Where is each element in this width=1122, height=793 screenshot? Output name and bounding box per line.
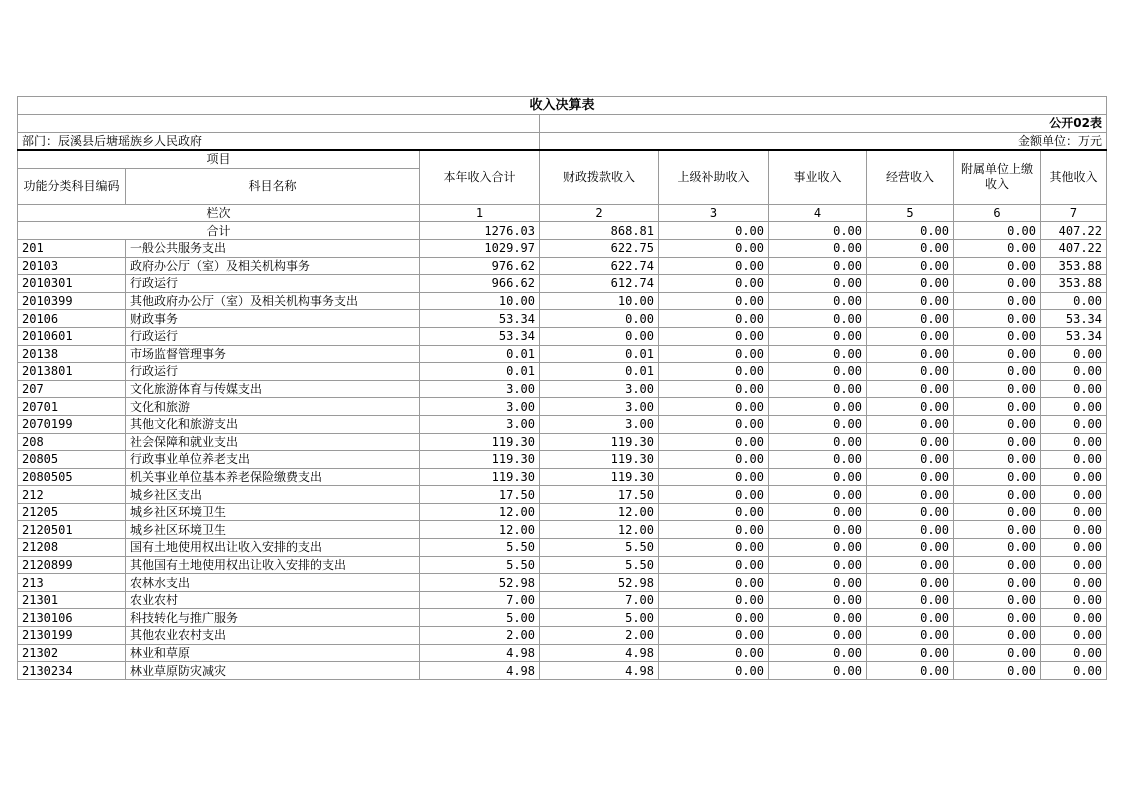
table-row <box>18 292 1107 310</box>
amount-cell: 5.50 <box>420 556 540 574</box>
total-value: 0.00 <box>769 222 867 240</box>
amount-cell: 0.00 <box>867 345 954 363</box>
subject-code: 212 <box>18 486 126 504</box>
amount-cell: 0.00 <box>954 556 1041 574</box>
amount-cell: 4.98 <box>540 644 659 662</box>
amount-cell: 0.00 <box>659 539 769 557</box>
amount-cell: 0.00 <box>1041 644 1107 662</box>
amount-cell: 0.00 <box>954 327 1041 345</box>
amount-cell: 0.00 <box>1041 591 1107 609</box>
amount-cell: 0.00 <box>659 609 769 627</box>
amount-cell: 0.00 <box>769 644 867 662</box>
income-statement-table <box>17 96 1107 680</box>
subject-code: 2130234 <box>18 662 126 680</box>
amount-cell: 119.30 <box>420 468 540 486</box>
amount-cell: 0.00 <box>1041 574 1107 592</box>
table-row <box>18 468 1107 486</box>
amount-cell: 0.00 <box>769 627 867 645</box>
amount-cell: 0.00 <box>1041 521 1107 539</box>
amount-cell: 0.00 <box>954 468 1041 486</box>
amount-cell: 0.00 <box>659 239 769 257</box>
amount-cell: 0.00 <box>954 239 1041 257</box>
amount-cell: 0.00 <box>659 591 769 609</box>
amount-cell: 0.00 <box>954 451 1041 469</box>
table-row <box>18 239 1107 257</box>
amount-cell: 10.00 <box>540 292 659 310</box>
amount-cell: 0.00 <box>954 539 1041 557</box>
amount-cell: 3.00 <box>540 380 659 398</box>
amount-cell: 0.00 <box>867 380 954 398</box>
table-row <box>18 644 1107 662</box>
amount-cell: 0.00 <box>659 556 769 574</box>
amount-cell: 0.00 <box>769 451 867 469</box>
amount-cell: 0.00 <box>1041 556 1107 574</box>
amount-cell: 0.00 <box>659 398 769 416</box>
table-row <box>18 591 1107 609</box>
amount-cell: 407.22 <box>1041 239 1107 257</box>
subject-name: 行政事业单位养老支出 <box>126 451 420 469</box>
amount-cell: 353.88 <box>1041 275 1107 293</box>
item-header: 项目 <box>18 150 420 168</box>
subject-code: 21205 <box>18 503 126 521</box>
amount-cell: 0.00 <box>867 644 954 662</box>
amount-cell: 3.00 <box>540 398 659 416</box>
amount-cell: 353.88 <box>1041 257 1107 275</box>
amount-cell: 0.00 <box>659 521 769 539</box>
total-value: 0.00 <box>954 222 1041 240</box>
table-row <box>18 363 1107 381</box>
amount-cell: 0.00 <box>1041 345 1107 363</box>
amount-cell: 0.00 <box>769 257 867 275</box>
amount-cell: 0.00 <box>659 468 769 486</box>
column-index: 3 <box>659 204 769 222</box>
amount-cell: 0.00 <box>867 398 954 416</box>
amount-cell: 0.00 <box>1041 433 1107 451</box>
amount-cell: 0.00 <box>659 363 769 381</box>
amount-cell: 0.00 <box>769 539 867 557</box>
subject-code: 20103 <box>18 257 126 275</box>
subject-name: 行政运行 <box>126 363 420 381</box>
table-row <box>18 380 1107 398</box>
amount-cell: 0.00 <box>954 503 1041 521</box>
amount-cell: 0.00 <box>1041 539 1107 557</box>
total-value: 0.00 <box>659 222 769 240</box>
table-row <box>18 662 1107 680</box>
subject-name: 农业农村 <box>126 591 420 609</box>
amount-cell: 0.00 <box>659 433 769 451</box>
amount-cell: 0.00 <box>659 292 769 310</box>
other-income-header: 其他收入 <box>1041 150 1107 204</box>
amount-cell: 53.34 <box>420 327 540 345</box>
amount-cell: 2.00 <box>540 627 659 645</box>
amount-cell: 4.98 <box>420 662 540 680</box>
table-row <box>18 345 1107 363</box>
amount-cell: 10.00 <box>420 292 540 310</box>
subject-name: 市场监督管理事务 <box>126 345 420 363</box>
amount-cell: 5.00 <box>420 609 540 627</box>
amount-cell: 0.00 <box>954 609 1041 627</box>
amount-cell: 53.34 <box>420 310 540 328</box>
table-row <box>18 415 1107 433</box>
amount-cell: 0.00 <box>954 398 1041 416</box>
subject-code: 201 <box>18 239 126 257</box>
amount-cell: 0.00 <box>769 398 867 416</box>
amount-cell: 119.30 <box>420 451 540 469</box>
amount-cell: 0.00 <box>769 556 867 574</box>
amount-cell: 0.00 <box>867 468 954 486</box>
amount-cell: 0.00 <box>769 662 867 680</box>
table-row <box>18 451 1107 469</box>
amount-cell: 0.00 <box>769 327 867 345</box>
amount-cell: 0.00 <box>867 451 954 469</box>
amount-cell: 0.00 <box>867 574 954 592</box>
amount-cell: 17.50 <box>540 486 659 504</box>
amount-cell: 976.62 <box>420 257 540 275</box>
amount-cell: 0.00 <box>769 503 867 521</box>
amount-cell: 0.00 <box>867 239 954 257</box>
amount-cell: 0.00 <box>659 486 769 504</box>
total-value: 407.22 <box>1041 222 1107 240</box>
amount-cell: 12.00 <box>420 521 540 539</box>
amount-cell: 0.00 <box>867 609 954 627</box>
amount-cell: 612.74 <box>540 275 659 293</box>
amount-cell: 0.00 <box>769 363 867 381</box>
subject-name: 一般公共服务支出 <box>126 239 420 257</box>
table-row <box>18 627 1107 645</box>
amount-cell: 0.00 <box>769 415 867 433</box>
amount-cell: 0.00 <box>659 644 769 662</box>
amount-cell: 0.00 <box>769 609 867 627</box>
amount-cell: 0.00 <box>954 521 1041 539</box>
amount-cell: 119.30 <box>420 433 540 451</box>
amount-cell: 4.98 <box>540 662 659 680</box>
subject-code: 2120501 <box>18 521 126 539</box>
amount-cell: 0.00 <box>769 468 867 486</box>
column-index: 7 <box>1041 204 1107 222</box>
amount-cell: 0.00 <box>954 257 1041 275</box>
subject-name: 文化和旅游 <box>126 398 420 416</box>
amount-cell: 53.34 <box>1041 327 1107 345</box>
column-index: 1 <box>420 204 540 222</box>
subject-code: 213 <box>18 574 126 592</box>
amount-cell: 0.00 <box>954 591 1041 609</box>
amount-cell: 4.98 <box>420 644 540 662</box>
amount-cell: 0.00 <box>954 292 1041 310</box>
total-value: 0.00 <box>867 222 954 240</box>
table-row <box>18 521 1107 539</box>
amount-cell: 0.00 <box>954 310 1041 328</box>
amount-cell: 12.00 <box>540 521 659 539</box>
amount-cell: 0.00 <box>867 627 954 645</box>
column-index: 2 <box>540 204 659 222</box>
amount-cell: 5.50 <box>540 556 659 574</box>
amount-cell: 5.00 <box>540 609 659 627</box>
table-row <box>18 539 1107 557</box>
amount-cell: 0.00 <box>540 327 659 345</box>
unit-label: 金额单位：万元 <box>540 132 1107 150</box>
amount-cell: 0.00 <box>954 433 1041 451</box>
table-row <box>18 433 1107 451</box>
amount-cell: 0.00 <box>867 275 954 293</box>
amount-cell: 0.01 <box>540 363 659 381</box>
subject-name: 林业草原防灾减灾 <box>126 662 420 680</box>
subject-code: 208 <box>18 433 126 451</box>
column-index: 4 <box>769 204 867 222</box>
subject-name: 社会保障和就业支出 <box>126 433 420 451</box>
amount-cell: 0.00 <box>1041 486 1107 504</box>
amount-cell: 5.50 <box>420 539 540 557</box>
total-income-header: 本年收入合计 <box>420 150 540 204</box>
amount-cell: 0.00 <box>769 486 867 504</box>
amount-cell: 0.00 <box>659 275 769 293</box>
blank-cell <box>18 115 540 133</box>
amount-cell: 0.00 <box>1041 609 1107 627</box>
amount-cell: 0.00 <box>769 380 867 398</box>
amount-cell: 0.00 <box>867 662 954 680</box>
subject-code: 20138 <box>18 345 126 363</box>
amount-cell: 0.00 <box>954 363 1041 381</box>
subject-code: 207 <box>18 380 126 398</box>
amount-cell: 0.00 <box>769 310 867 328</box>
amount-cell: 0.00 <box>867 363 954 381</box>
amount-cell: 3.00 <box>420 398 540 416</box>
amount-cell: 0.00 <box>867 539 954 557</box>
subject-name: 其他农业农村支出 <box>126 627 420 645</box>
business-income-header: 事业收入 <box>769 150 867 204</box>
subject-name: 林业和草原 <box>126 644 420 662</box>
code-header: 功能分类科目编码 <box>18 168 126 204</box>
subject-code: 2010399 <box>18 292 126 310</box>
subject-name: 其他政府办公厅（室）及相关机构事务支出 <box>126 292 420 310</box>
subject-code: 20805 <box>18 451 126 469</box>
amount-cell: 0.00 <box>659 627 769 645</box>
amount-cell: 0.00 <box>1041 627 1107 645</box>
name-header: 科目名称 <box>126 168 420 204</box>
amount-cell: 0.00 <box>867 591 954 609</box>
fiscal-income-header: 财政拨款收入 <box>540 150 659 204</box>
amount-cell: 0.00 <box>1041 468 1107 486</box>
amount-cell: 3.00 <box>420 380 540 398</box>
amount-cell: 0.00 <box>867 486 954 504</box>
amount-cell: 0.01 <box>420 363 540 381</box>
subject-code: 2080505 <box>18 468 126 486</box>
amount-cell: 0.00 <box>659 327 769 345</box>
amount-cell: 0.00 <box>1041 415 1107 433</box>
subject-name: 科技转化与推广服务 <box>126 609 420 627</box>
amount-cell: 0.00 <box>769 591 867 609</box>
subject-name: 行政运行 <box>126 275 420 293</box>
table-row <box>18 574 1107 592</box>
amount-cell: 0.00 <box>1041 503 1107 521</box>
amount-cell: 966.62 <box>420 275 540 293</box>
affiliate-income-header: 附属单位上缴收入 <box>954 150 1041 204</box>
table-row <box>18 310 1107 328</box>
amount-cell: 0.00 <box>769 292 867 310</box>
total-value: 868.81 <box>540 222 659 240</box>
amount-cell: 0.00 <box>769 521 867 539</box>
subject-code: 2130106 <box>18 609 126 627</box>
amount-cell: 622.75 <box>540 239 659 257</box>
amount-cell: 0.00 <box>867 415 954 433</box>
table-row <box>18 609 1107 627</box>
amount-cell: 0.00 <box>769 574 867 592</box>
subject-code: 20701 <box>18 398 126 416</box>
subject-name: 城乡社区环境卫生 <box>126 521 420 539</box>
amount-cell: 0.00 <box>867 503 954 521</box>
subject-name: 行政运行 <box>126 327 420 345</box>
amount-cell: 17.50 <box>420 486 540 504</box>
subject-code: 2010601 <box>18 327 126 345</box>
amount-cell: 0.00 <box>659 345 769 363</box>
amount-cell: 7.00 <box>420 591 540 609</box>
amount-cell: 52.98 <box>540 574 659 592</box>
amount-cell: 0.00 <box>954 380 1041 398</box>
amount-cell: 53.34 <box>1041 310 1107 328</box>
subject-name: 财政事务 <box>126 310 420 328</box>
table-row <box>18 257 1107 275</box>
subject-name: 政府办公厅（室）及相关机构事务 <box>126 257 420 275</box>
amount-cell: 0.00 <box>1041 380 1107 398</box>
amount-cell: 12.00 <box>540 503 659 521</box>
amount-cell: 12.00 <box>420 503 540 521</box>
subject-name: 其他文化和旅游支出 <box>126 415 420 433</box>
department-label: 部门：辰溪县后塘瑶族乡人民政府 <box>18 132 540 150</box>
column-index-label: 栏次 <box>18 204 420 222</box>
amount-cell: 0.00 <box>954 644 1041 662</box>
table-row <box>18 275 1107 293</box>
subject-code: 2120899 <box>18 556 126 574</box>
subject-name: 机关事业单位基本养老保险缴费支出 <box>126 468 420 486</box>
amount-cell: 0.00 <box>1041 662 1107 680</box>
subject-name: 文化旅游体育与传媒支出 <box>126 380 420 398</box>
amount-cell: 0.00 <box>769 345 867 363</box>
amount-cell: 0.00 <box>659 380 769 398</box>
amount-cell: 0.00 <box>659 662 769 680</box>
amount-cell: 0.00 <box>954 627 1041 645</box>
operating-income-header: 经营收入 <box>867 150 954 204</box>
total-value: 1276.03 <box>420 222 540 240</box>
table-row <box>18 327 1107 345</box>
amount-cell: 7.00 <box>540 591 659 609</box>
amount-cell: 0.00 <box>769 433 867 451</box>
amount-cell: 0.00 <box>1041 292 1107 310</box>
subject-name: 城乡社区环境卫生 <box>126 503 420 521</box>
subject-name: 城乡社区支出 <box>126 486 420 504</box>
amount-cell: 3.00 <box>540 415 659 433</box>
table-row <box>18 486 1107 504</box>
amount-cell: 119.30 <box>540 451 659 469</box>
amount-cell: 0.01 <box>540 345 659 363</box>
amount-cell: 0.00 <box>659 451 769 469</box>
amount-cell: 0.00 <box>867 327 954 345</box>
total-row-label: 合计 <box>18 222 420 240</box>
table-row <box>18 556 1107 574</box>
amount-cell: 0.00 <box>867 556 954 574</box>
subject-code: 21301 <box>18 591 126 609</box>
table-row <box>18 398 1107 416</box>
amount-cell: 0.00 <box>1041 398 1107 416</box>
subject-name: 其他国有土地使用权出让收入安排的支出 <box>126 556 420 574</box>
amount-cell: 3.00 <box>420 415 540 433</box>
column-index: 5 <box>867 204 954 222</box>
amount-cell: 0.00 <box>867 310 954 328</box>
amount-cell: 0.00 <box>1041 451 1107 469</box>
subject-code: 2070199 <box>18 415 126 433</box>
subject-code: 21208 <box>18 539 126 557</box>
amount-cell: 0.00 <box>954 662 1041 680</box>
amount-cell: 0.00 <box>954 574 1041 592</box>
subject-code: 2010301 <box>18 275 126 293</box>
amount-cell: 1029.97 <box>420 239 540 257</box>
amount-cell: 2.00 <box>420 627 540 645</box>
amount-cell: 0.00 <box>954 345 1041 363</box>
table-row <box>18 503 1107 521</box>
amount-cell: 0.00 <box>867 521 954 539</box>
subject-code: 21302 <box>18 644 126 662</box>
table-title: 收入决算表 <box>18 97 1107 115</box>
amount-cell: 0.00 <box>867 257 954 275</box>
subject-code: 2013801 <box>18 363 126 381</box>
amount-cell: 0.00 <box>954 275 1041 293</box>
subject-code: 20106 <box>18 310 126 328</box>
amount-cell: 0.01 <box>420 345 540 363</box>
amount-cell: 0.00 <box>1041 363 1107 381</box>
subject-code: 2130199 <box>18 627 126 645</box>
amount-cell: 0.00 <box>540 310 659 328</box>
amount-cell: 119.30 <box>540 433 659 451</box>
amount-cell: 0.00 <box>659 310 769 328</box>
amount-cell: 0.00 <box>659 257 769 275</box>
amount-cell: 0.00 <box>867 433 954 451</box>
amount-cell: 622.74 <box>540 257 659 275</box>
amount-cell: 0.00 <box>954 415 1041 433</box>
superior-subsidy-header: 上级补助收入 <box>659 150 769 204</box>
amount-cell: 0.00 <box>659 415 769 433</box>
subject-name: 农林水支出 <box>126 574 420 592</box>
amount-cell: 0.00 <box>867 292 954 310</box>
amount-cell: 0.00 <box>769 239 867 257</box>
subject-name: 国有土地使用权出让收入安排的支出 <box>126 539 420 557</box>
column-index: 6 <box>954 204 1041 222</box>
amount-cell: 5.50 <box>540 539 659 557</box>
amount-cell: 119.30 <box>540 468 659 486</box>
table-number: 公开02表 <box>540 115 1107 133</box>
amount-cell: 0.00 <box>659 574 769 592</box>
amount-cell: 0.00 <box>769 275 867 293</box>
amount-cell: 52.98 <box>420 574 540 592</box>
amount-cell: 0.00 <box>659 503 769 521</box>
amount-cell: 0.00 <box>954 486 1041 504</box>
